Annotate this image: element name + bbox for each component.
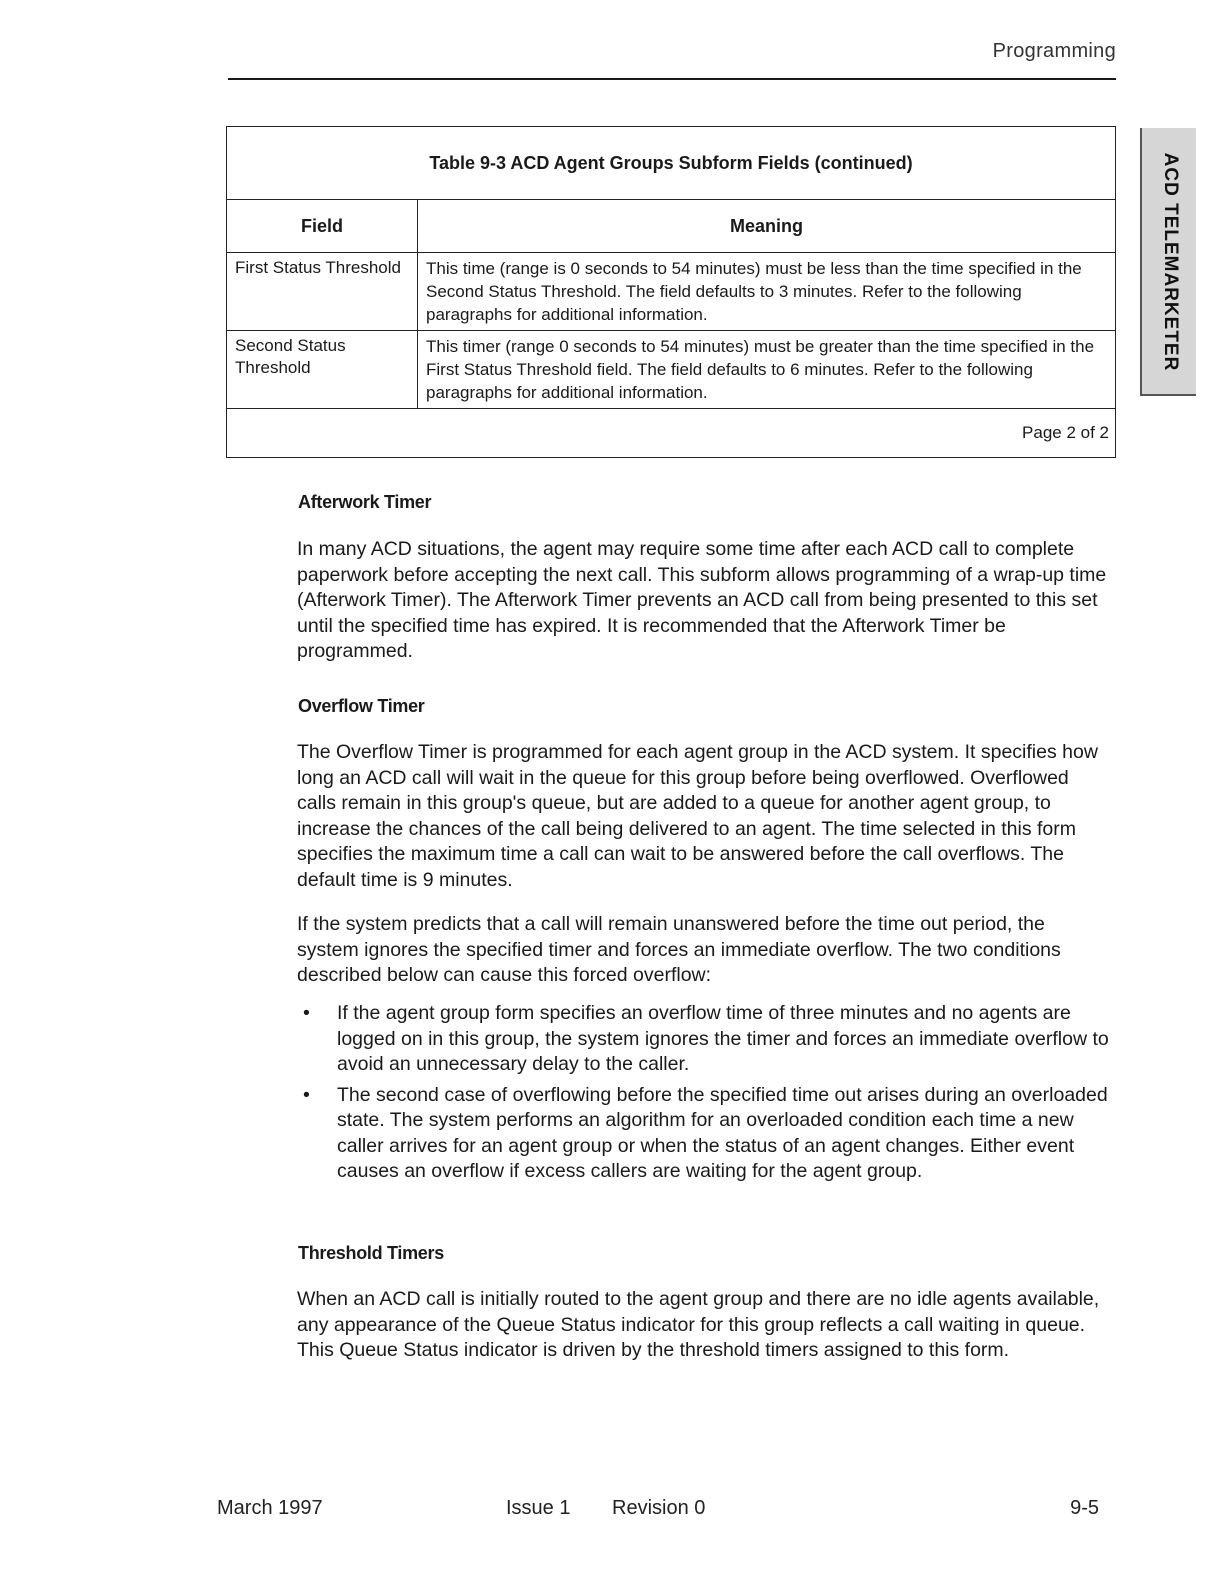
list-item: • The second case of overflowing before the specified time out arises during an overloaded state. The system performs an algorithm for an overloaded condition each time a new caller arrives for an agent group or when the status of an agent changes. Either event causes an overflow if excess callers are waiting for the agent group. xyxy=(297,1083,1109,1185)
header-rule xyxy=(228,78,1116,80)
meaning-cell: This timer (range 0 seconds to 54 minutes) must be greater than the time specified in the First Status Threshold field. The field defaults to 6 minutes. Refer to the following paragraphs for additional information. xyxy=(418,331,1116,409)
table-row xyxy=(227,253,1116,331)
table-caption: Table 9-3 ACD Agent Groups Subform Fields (continued) xyxy=(227,127,1116,200)
footer-date: March 1997 xyxy=(217,1497,323,1519)
table-row xyxy=(227,331,1116,409)
section-heading-afterwork: Afterwork Timer xyxy=(298,492,432,512)
table-header-row xyxy=(227,200,1116,253)
paragraph-overflow-1: The Overflow Timer is programmed for each agent group in the ACD system. It specifies how long an ACD call will wait in the queue for this group before being overflowed. Overflowed calls remain in this group's queue, but are added to a queue for another agent group, to increase the chances of the call being delivered to an agent. The time selected in this form specifies the maximum time a call can wait to be answered before the call overflows. The default time is 9 minutes. xyxy=(297,741,1098,891)
footer-issue: Issue 1 xyxy=(506,1497,571,1519)
running-head: Programming xyxy=(992,40,1116,62)
overflow-conditions-list xyxy=(297,1001,1109,1190)
footer-revision: Revision 0 xyxy=(612,1497,706,1519)
meaning-cell: This time (range is 0 seconds to 54 minutes) must be less than the time specified in the Second Status Threshold. The field defaults to 3 minutes. Refer to the following paragraphs for additional information. xyxy=(418,253,1116,331)
fields-table xyxy=(226,126,1116,458)
paragraph-overflow-2: If the system predicts that a call will remain unanswered before the time out period, the system ignores the specified timer and forces an immediate overflow. The two conditions described below can cause this forced overflow: xyxy=(297,913,1061,986)
footer-page-number: 9-5 xyxy=(1070,1497,1099,1519)
list-item: • If the agent group form specifies an overflow time of three minutes and no agents are logged on in this group, the system ignores the timer and forces an immediate overflow to avoid an unnecessary delay to the caller. xyxy=(297,1001,1109,1078)
table-page-indicator: Page 2 of 2 xyxy=(227,409,1116,458)
table-caption-row xyxy=(227,127,1116,200)
section-heading-overflow: Overflow Timer xyxy=(298,696,425,716)
paragraph-threshold: When an ACD call is initially routed to the agent group and there are no idle agents available, any appearance of the Queue Status indicator for this group reflects a call waiting in queue. This Queue Status indicator is driven by the threshold timers assigned to this form. xyxy=(297,1288,1100,1361)
paragraph-afterwork: In many ACD situations, the agent may require some time after each ACD call to complete paperwork before accepting the next call. This subform allows programming of a wrap-up time (Afterwork Timer). The Afterwork Timer prevents an ACD call from being presented to this set until the specified time has expired. It is recommended that the Afterwork Timer be programmed. xyxy=(297,538,1107,662)
field-cell: First Status Threshold xyxy=(227,253,418,331)
table-footer-row xyxy=(227,409,1116,458)
column-header-field: Field xyxy=(227,200,418,253)
column-header-meaning: Meaning xyxy=(418,200,1116,253)
side-tab-label: ACD TELEMARKETER xyxy=(1160,152,1181,372)
section-heading-threshold: Threshold Timers xyxy=(298,1243,444,1263)
side-tab xyxy=(1140,128,1196,396)
field-cell: Second Status Threshold xyxy=(227,331,418,409)
